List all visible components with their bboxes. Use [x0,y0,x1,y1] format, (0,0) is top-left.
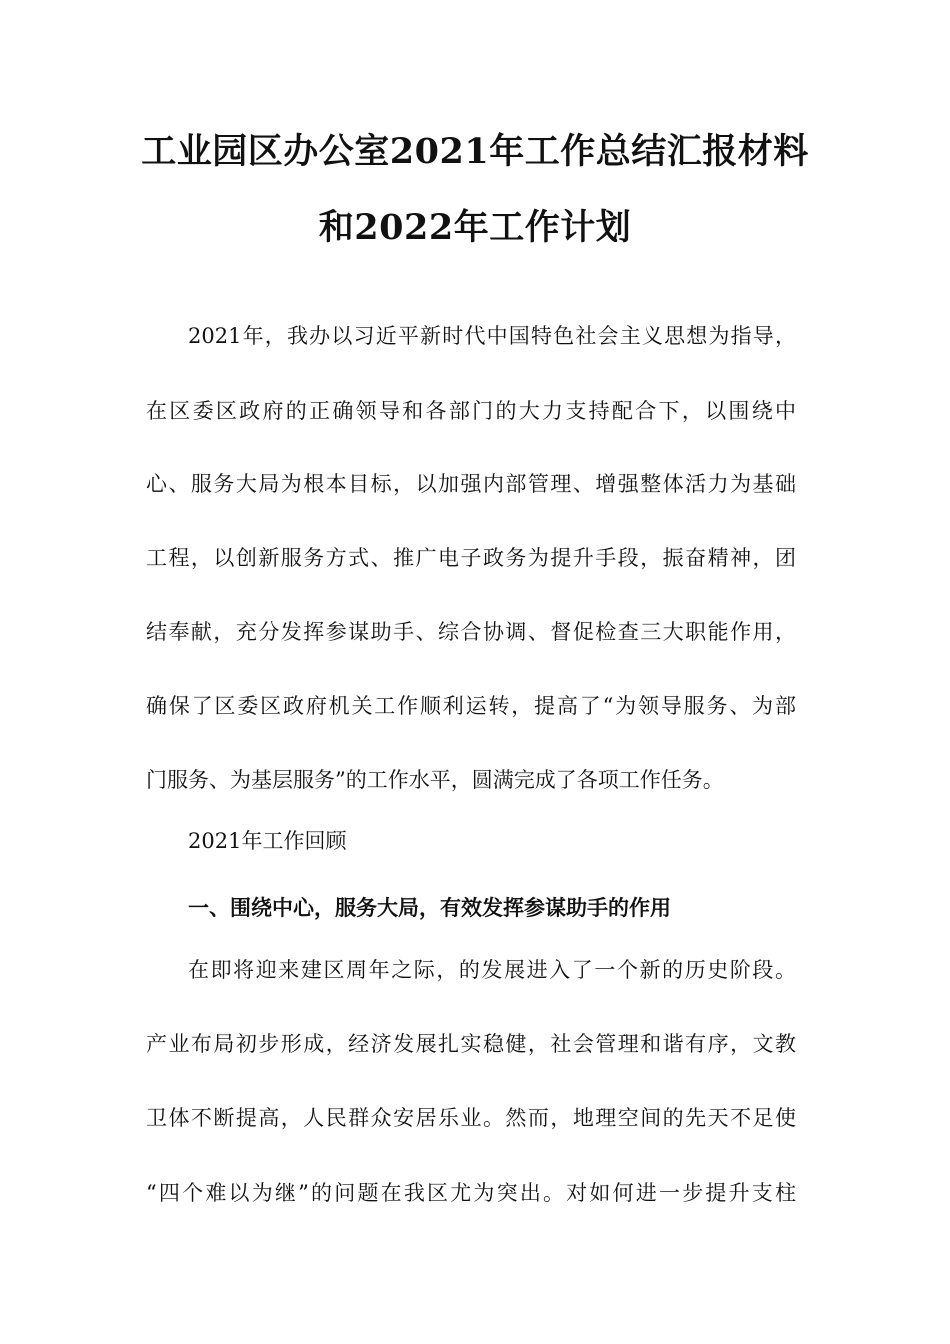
paragraph-line: 心、服务大局为根本目标，以加强内部管理、增强整体活力为基础 [146,472,796,496]
section-heading: 一、围绕中心，服务大局，有效发挥参谋助手的作用 [188,895,671,920]
document-title-line-1: 工业园区办公室2021年工作总结汇报材料 [141,131,809,172]
paragraph-line: 在区委区政府的正确领导和各部门的大力支持配合下，以围绕中 [146,399,796,423]
paragraph-line: 2021年，我办以习近平新时代中国特色社会主义思想为指导， [188,324,796,348]
paragraph-line: “四个难以为继”的问题在我区尤为突出。对如何进一步提升支柱 [146,1181,796,1205]
document-title-line-2: 和2022年工作计划 [318,207,632,248]
paragraph-line: 产业布局初步形成，经济发展扎实稳健，社会管理和谐有序，文教 [146,1032,796,1056]
paragraph-line: 工程，以创新服务方式、推广电子政务为提升手段，振奋精神，团 [146,546,796,570]
paragraph-line: 结奉献，充分发挥参谋助手、综合协调、督促检查三大职能作用， [146,620,796,644]
paragraph-line: 门服务、为基层服务”的工作水平，圆满完成了各项工作任务。 [146,768,724,792]
paragraph-line: 在即将迎来建区周年之际，的发展进入了一个新的历史阶段。 [188,958,796,982]
paragraph-line: 确保了区委区政府机关工作顺利运转，提高了“为领导服务、为部 [146,694,796,718]
section-label: 2021年工作回顾 [188,829,347,853]
paragraph-line: 卫体不断提高，人民群众安居乐业。然而，地理空间的先天不足使 [146,1106,796,1130]
